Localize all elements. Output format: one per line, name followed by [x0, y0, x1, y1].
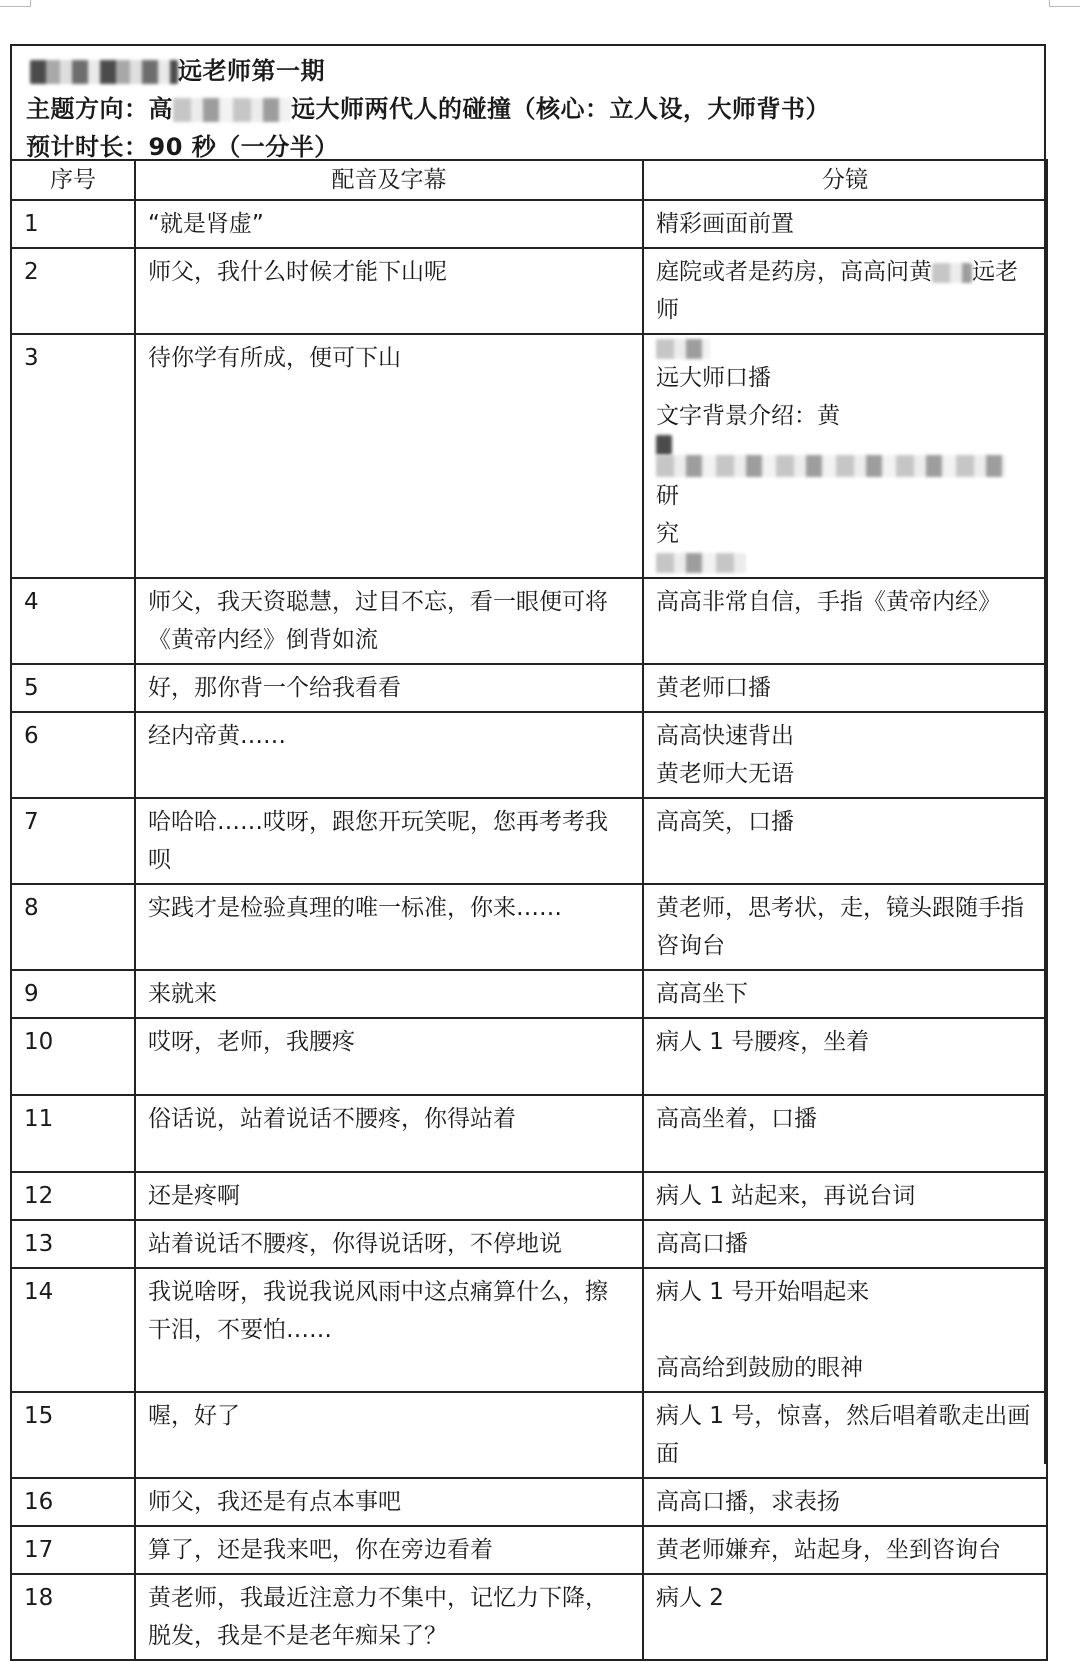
table-row	[11, 334, 1047, 578]
table-row	[11, 1172, 1047, 1220]
row-num: 14	[11, 1268, 135, 1392]
row-shot: 高高非常自信，手指《黄帝内经》	[643, 578, 1047, 664]
table-row	[11, 1574, 1047, 1660]
row-num: 8	[11, 884, 135, 970]
theme-suffix: 远大师两代人的碰撞（核心：立人设，大师背书）	[291, 95, 830, 123]
row-dialogue: “就是肾虚”	[135, 200, 643, 248]
theme-label: 主题方向：	[26, 95, 149, 123]
redacted-text	[656, 455, 1006, 477]
row-shot: 病人 2	[643, 1574, 1047, 1660]
shot-text: 庭院或者是药房，高高问黄	[656, 259, 932, 285]
document-header	[12, 46, 1044, 159]
row-num: 16	[11, 1478, 135, 1526]
redacted-name	[932, 263, 972, 283]
redacted-text	[656, 553, 746, 573]
shot-text: 究	[656, 521, 679, 547]
row-shot	[643, 712, 1047, 798]
duration-label: 预计时长：	[26, 133, 149, 161]
shot-line: 高高快速背出	[656, 723, 794, 749]
row-num: 7	[11, 798, 135, 884]
redacted-text	[656, 435, 672, 455]
row-num: 1	[11, 200, 135, 248]
header-num: 序号	[11, 160, 135, 200]
row-shot	[643, 248, 1047, 334]
row-shot: 黄老师嫌弃，站起身，坐到咨询台	[643, 1526, 1047, 1574]
row-dialogue: 算了，还是我来吧，你在旁边看着	[135, 1526, 643, 1574]
redacted-theme	[173, 98, 291, 122]
row-shot: 黄老师口播	[643, 664, 1047, 712]
header-shot: 分镜	[643, 160, 1047, 200]
table-row	[11, 1095, 1047, 1172]
theme-prefix: 高	[148, 95, 173, 123]
shot-line	[656, 515, 1034, 573]
table-row	[11, 664, 1047, 712]
shot-text: 远大师口播	[656, 365, 771, 391]
row-dialogue: 来就来	[135, 970, 643, 1018]
row-dialogue: 师父，我什么时候才能下山呢	[135, 248, 643, 334]
table-row	[11, 1478, 1047, 1526]
row-dialogue: 喔，好了	[135, 1392, 643, 1478]
row-dialogue: 站着说话不腰疼，你得说话呀，不停地说	[135, 1220, 643, 1268]
row-num: 13	[11, 1220, 135, 1268]
table-row	[11, 884, 1047, 970]
row-num: 18	[11, 1574, 135, 1660]
table-row	[11, 712, 1047, 798]
table-row	[11, 1526, 1047, 1574]
row-dialogue: 哈哈哈……哎呀，跟您开玩笑呢，您再考考我呗	[135, 798, 643, 884]
row-shot: 病人 1 站起来，再说台词	[643, 1172, 1047, 1220]
row-dialogue: 师父，我天资聪慧，过目不忘，看一眼便可将《黄帝内经》倒背如流	[135, 578, 643, 664]
row-num: 17	[11, 1526, 135, 1574]
row-dialogue: 还是疼啊	[135, 1172, 643, 1220]
shot-line: 高高给到鼓励的眼神	[656, 1355, 863, 1381]
row-dialogue: 黄老师，我最近注意力不集中，记忆力下降，脱发，我是不是老年痴呆了？	[135, 1574, 643, 1660]
row-shot: 病人 1 号腰疼，坐着	[643, 1018, 1047, 1095]
row-dialogue: 待你学有所成，便可下山	[135, 334, 643, 578]
row-dialogue: 实践才是检验真理的唯一标准，你来……	[135, 884, 643, 970]
row-shot: 高高坐下	[643, 970, 1047, 1018]
document-title	[26, 52, 1044, 90]
header-dialogue: 配音及字幕	[135, 160, 643, 200]
table-header-row	[11, 160, 1047, 200]
duration-value: 90 秒（一分半）	[148, 133, 339, 161]
shot-line	[656, 455, 1034, 515]
shot-line	[656, 339, 1034, 397]
title-text: 远老师第一期	[178, 57, 325, 85]
row-num: 12	[11, 1172, 135, 1220]
shot-spacer	[656, 1311, 1034, 1349]
row-shot: 高高口播	[643, 1220, 1047, 1268]
shot-line: 黄老师大无语	[656, 761, 794, 787]
redacted-name	[30, 60, 178, 84]
shot-line: 病人 1 号开始唱起来	[656, 1279, 870, 1305]
row-shot: 病人 1 号，惊喜，然后唱着歌走出画面	[643, 1392, 1047, 1478]
script-table	[10, 159, 1048, 1661]
theme-line	[26, 90, 1044, 128]
row-num: 11	[11, 1095, 135, 1172]
table-row	[11, 1392, 1047, 1478]
row-dialogue: 经内帝黄……	[135, 712, 643, 798]
row-num: 6	[11, 712, 135, 798]
page-corner-left	[0, 0, 31, 7]
table-row	[11, 248, 1047, 334]
table-row	[11, 1220, 1047, 1268]
table-row	[11, 1268, 1047, 1392]
row-num: 10	[11, 1018, 135, 1095]
document-page	[10, 44, 1046, 1649]
row-dialogue: 师父，我还是有点本事吧	[135, 1478, 643, 1526]
row-shot: 精彩画面前置	[643, 200, 1047, 248]
row-shot: 黄老师，思考状，走，镜头跟随手指咨询台	[643, 884, 1047, 970]
table-row	[11, 200, 1047, 248]
row-shot	[643, 1268, 1047, 1392]
table-row	[11, 970, 1047, 1018]
row-shot	[643, 334, 1047, 578]
shot-text: 文字背景介绍：黄	[656, 403, 840, 429]
row-num: 3	[11, 334, 135, 578]
row-num: 2	[11, 248, 135, 334]
row-dialogue: 好，那你背一个给我看看	[135, 664, 643, 712]
row-num: 9	[11, 970, 135, 1018]
row-num: 5	[11, 664, 135, 712]
row-dialogue: 俗话说，站着说话不腰疼，你得站着	[135, 1095, 643, 1172]
shot-text: 远老师	[656, 259, 1018, 323]
shot-text: 研	[656, 483, 679, 509]
row-dialogue: 我说啥呀，我说我说风雨中这点痛算什么，擦干泪，不要怕……	[135, 1268, 643, 1392]
table-row	[11, 1018, 1047, 1095]
shot-line	[656, 397, 1034, 455]
page-corner-right	[1049, 0, 1080, 7]
row-shot: 高高口播，求表扬	[643, 1478, 1047, 1526]
row-shot: 高高笑，口播	[643, 798, 1047, 884]
row-num: 4	[11, 578, 135, 664]
table-row	[11, 798, 1047, 884]
row-shot: 高高坐着，口播	[643, 1095, 1047, 1172]
redacted-name	[656, 339, 710, 359]
row-dialogue: 哎呀，老师，我腰疼	[135, 1018, 643, 1095]
row-num: 15	[11, 1392, 135, 1478]
table-row	[11, 578, 1047, 664]
